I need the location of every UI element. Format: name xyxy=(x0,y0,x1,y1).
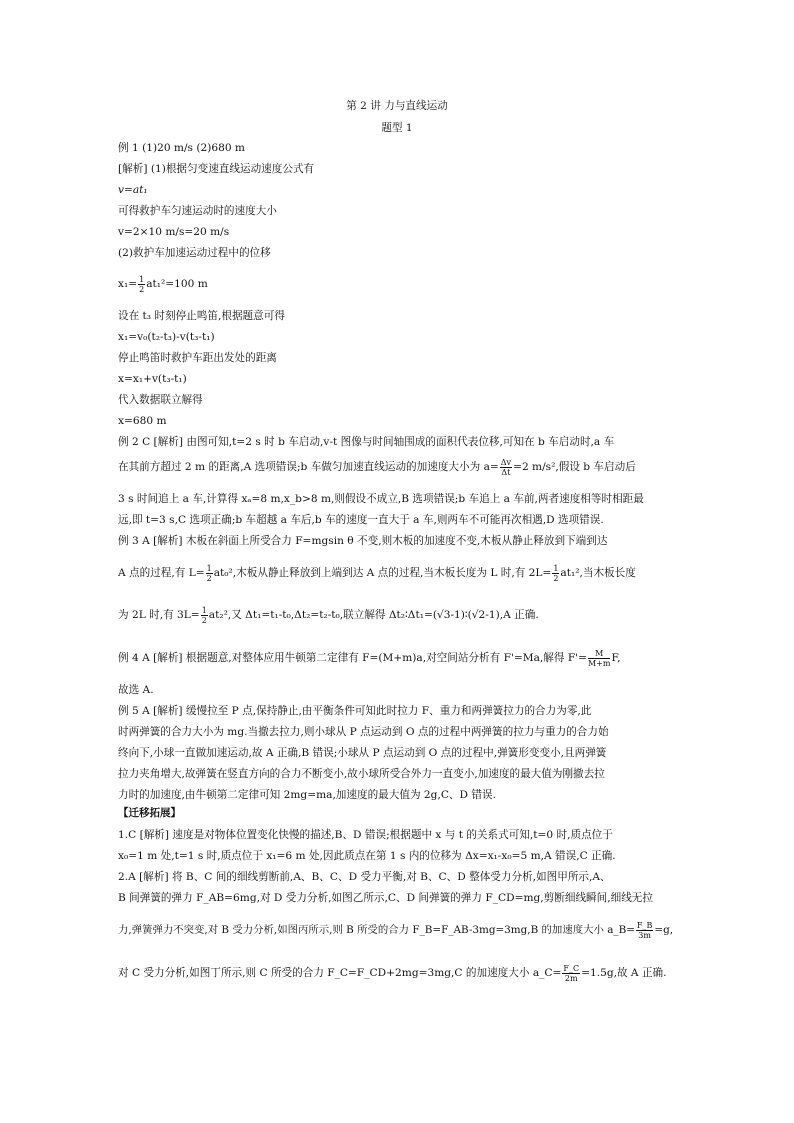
frac-num: 1 xyxy=(206,563,212,573)
fraction-dv-dt xyxy=(500,458,512,477)
frac-den: Δt xyxy=(501,467,511,477)
ex2-line-4: 远,即 t=3 s,C 选项正确;b 车超越 a 车后,b 车的速度一直大于 a 车,则两车不可能再次相遇,D 选项错误. xyxy=(118,514,604,526)
ex3-line-3-post: at₂²,又 Δt₁=t₁-t₀,Δt₂=t₂-t₀,联立解得 Δt₂∶Δt₁=(√3-1)∶(√2-1),A 正确. xyxy=(208,609,539,621)
migrate-q2-line-3-pre: 力,弹簧弹力不突变,对 B 受力分析,如图丙所示,则 B 所受的合力 F_B=F_AB-3mg=3mg,B 的加速度大小 a_B= xyxy=(118,924,635,936)
ex1-line-12: x=680 m xyxy=(118,415,167,427)
migrate-q2-line-3 xyxy=(118,919,678,941)
ex5-line-2: 时两弹簧的合力大小为 mg.当撤去拉力,则小球从 P 点运动到 O 点的过程中两弹簧的拉力与重力的合力始 xyxy=(118,726,609,738)
ex1-line-10: x=x₁+v(t₃-t₁) xyxy=(118,373,187,385)
migrate-heading: 【迁移拓展】 xyxy=(118,807,181,819)
fraction-M-over-Mm xyxy=(588,649,610,668)
ex3-line-3 xyxy=(118,604,678,626)
page-title: 第 2 讲 力与直线运动 xyxy=(346,100,448,112)
migrate-q2-line-4 xyxy=(118,962,678,984)
ex3-line-1: 例 3 A [解析] 木板在斜面上所受合力 F=mgsin θ 不变,则木板的加速度不变,木板从静止释放到下端到达 xyxy=(118,535,608,547)
frac-den: M+m xyxy=(587,658,611,668)
frac-num: F_B xyxy=(636,920,653,930)
ex3-line-3-pre: 为 2L 时,有 3L= xyxy=(118,609,200,621)
fraction-half xyxy=(138,275,145,294)
frac-num: M xyxy=(588,649,610,659)
fraction-FB-over-3m xyxy=(636,921,653,940)
ex2-line-1: 例 2 C [解析] 由图可知,t=2 s 时 b 车启动,v-t 图像与时间轴围成的面积代表位移,可知在 b 车启动时,a 车 xyxy=(118,436,615,448)
frac-den: 2 xyxy=(139,284,145,294)
ex3-line-2-mid: at₀²,木板从静止释放到上端到达 A 点的过程,当木板长度为 L 时,有 2L= xyxy=(213,567,552,579)
ex4-line-2: 故选 A. xyxy=(118,684,154,696)
migrate-q2-line-1: 2.A [解析] 将 B、C 间的细线剪断前,A、B、C、D 受力平衡,对 B、C、D 整体受力分析,如图甲所示,A、 xyxy=(118,871,611,883)
frac-den: 3m xyxy=(638,930,651,940)
ex4-line-1-post: F, xyxy=(611,652,621,664)
ex5-line-3: 终向下,小球一直做加速运动,故 A 正确,B 错误;小球从 P 点运动到 O 点的过程中,弹簧形变变小,且两弹簧 xyxy=(118,747,607,759)
ex2-line-2-pre: 在其前方超过 2 m 的距离,A 选项错误;b 车做匀加速直线运动的加速度大小为 a= xyxy=(118,461,499,473)
frac-den: 2 xyxy=(206,573,212,583)
fraction-half xyxy=(201,606,208,625)
ex1-line-6 xyxy=(118,273,678,295)
ex1-line-11: 代入数据联立解得 xyxy=(118,394,203,406)
frac-den: 2 xyxy=(553,573,559,583)
frac-num: Δv xyxy=(500,457,512,467)
ex1-line-8: x₁=v₀(t₂-t₃)-v(t₃-t₁) xyxy=(118,331,215,343)
frac-den: 2m xyxy=(564,973,578,983)
ex5-line-5: 力时的加速度,由牛顿第二定律可知 2mg=ma,加速度的最大值为 2g,C、D 错误. xyxy=(118,789,496,801)
frac-num: F_C xyxy=(563,963,580,973)
ex1-line-2: v=at₁ xyxy=(118,184,148,196)
ex1-line-3: 可得救护车匀速运动时的速度大小 xyxy=(118,205,277,217)
migrate-q2-line-3-post: =g, xyxy=(654,924,674,936)
ex1-line-4: v=2×10 m/s=20 m/s xyxy=(118,226,230,238)
ex4-line-1 xyxy=(118,647,678,669)
migrate-q1-line-1: 1.C [解析] 速度是对物体位置变化快慢的描述,B、D 错误;根据题中 x 与 t 的关系式可知,t=0 时,质点位于 xyxy=(118,829,613,841)
ex2-line-2-post: =2 m/s²,假设 b 车启动后 xyxy=(513,461,636,473)
fraction-FC-over-2m xyxy=(562,964,580,983)
ex1-line-6-post: at₁²=100 m xyxy=(146,278,208,290)
page-subtitle: 题型 1 xyxy=(381,122,413,134)
ex1-line-9: 停止鸣笛时救护车距出发处的距离 xyxy=(118,352,277,364)
ex3-line-2 xyxy=(118,562,678,584)
ex5-line-1: 例 5 A [解析] 缓慢拉至 P 点,保持静止,由平衡条件可知此时拉力 F、重力和两弹簧拉力的合力为零,此 xyxy=(118,705,592,717)
ex5-line-4: 拉力夹角增大,故弹簧在竖直方向的合力不断变小,故小球所受合外力一直变小,加速度的最大值为刚撤去拉 xyxy=(118,768,605,780)
frac-num: 1 xyxy=(201,605,207,615)
frac-den: 2 xyxy=(201,615,207,625)
ex4-line-1-pre: 例 4 A [解析] 根据题意,对整体应用牛顿第二定律有 F=(M+m)a,对空间站分析有 F'=Ma,解得 F'= xyxy=(118,652,587,664)
fraction-half xyxy=(206,564,213,583)
ex1-answer: 例 1 (1)20 m/s (2)680 m xyxy=(118,142,245,154)
migrate-q2-line-4-post: =1.5g,故 A 正确. xyxy=(581,967,667,979)
ex3-line-2-post: at₁²,当木板长度 xyxy=(560,567,636,579)
migrate-q2-line-4-pre: 对 C 受力分析,如图丁所示,则 C 所受的合力 F_C=F_CD+2mg=3mg,C 的加速度大小 a_C= xyxy=(118,967,562,979)
ex2-line-2 xyxy=(118,456,678,478)
ex1-line-6-pre: x₁= xyxy=(118,278,138,290)
fraction-half xyxy=(552,564,559,583)
frac-num: 1 xyxy=(139,274,145,284)
ex1-line-5: (2)救护车加速运动过程中的位移 xyxy=(118,247,271,259)
migrate-q1-line-2: x₀=1 m 处,t=1 s 时,质点位于 x₁=6 m 处,因此质点在第 1 s 内的位移为 Δx=x₁-x₀=5 m,A 错误,C 正确. xyxy=(118,850,616,862)
ex2-line-3: 3 s 时间追上 a 车,计算得 xₐ=8 m,x_b>8 m,则假设不成立,B 选项错误;b 车追上 a 车前,两者速度相等时相距最 xyxy=(118,493,644,505)
ex1-line-1: [解析] (1)根据匀变速直线运动速度公式有 xyxy=(118,163,315,175)
frac-num: 1 xyxy=(553,563,559,573)
ex1-line-7: 设在 t₃ 时刻停止鸣笛,根据题意可得 xyxy=(118,310,285,322)
migrate-q2-line-2: B 间弹簧的弹力 F_AB=6mg,对 D 受力分析,如图乙所示,C、D 间弹簧的弹力 F_CD=mg,剪断细线瞬间,细线无拉 xyxy=(118,892,653,904)
ex3-line-2-pre: A 点的过程,有 L= xyxy=(118,567,205,579)
